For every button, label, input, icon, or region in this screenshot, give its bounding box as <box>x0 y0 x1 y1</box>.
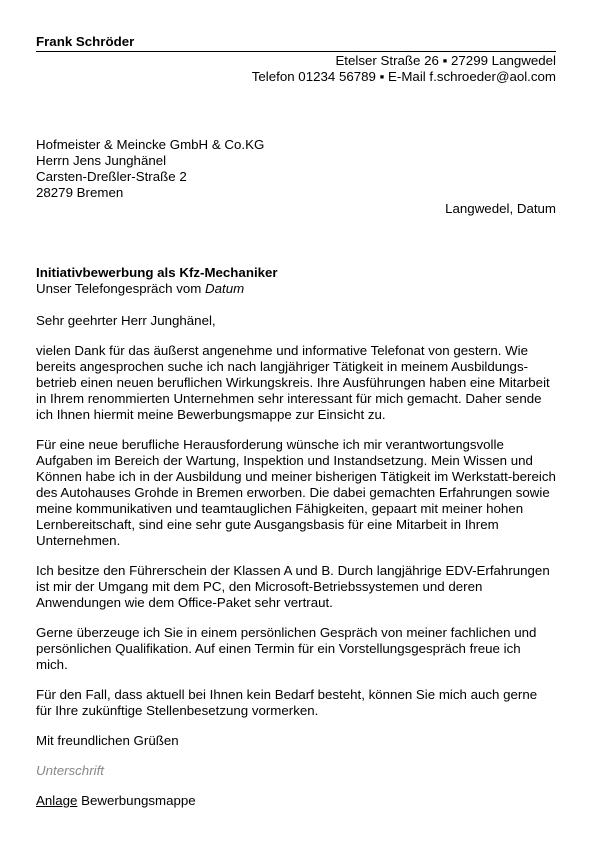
attachment-label: Anlage <box>36 793 78 808</box>
recipient-address <box>36 137 556 201</box>
attachment-text: Bewerbungsmappe <box>77 793 196 808</box>
sender-address-line: Etelser Straße 26 ▪ 27299 Langwedel <box>335 53 556 68</box>
sender-contact-line: Telefon 01234 56789 ▪ E-Mail f.schroeder@aol.com <box>251 69 556 84</box>
subject-ref-date: Datum <box>205 281 245 296</box>
signature-placeholder: Unterschrift <box>36 763 104 778</box>
body-paragraph-4: Gerne überzeuge ich Sie in einem persönlichen Gespräch von meiner fachlichen und persönlichen Qualifikation. Auf einen Termin für ein Vorstellungsgespräch freue ich mich. <box>36 625 537 672</box>
recipient-company: Hofmeister & Meincke GmbH & Co.KG <box>36 137 265 152</box>
recipient-street: Carsten-Dreßler-Straße 2 <box>36 169 187 184</box>
subject-reference <box>36 281 556 297</box>
subject-ref-prefix: Unser Telefongespräch vom <box>36 281 206 296</box>
date-line: Langwedel, Datum <box>445 201 556 216</box>
letter-page <box>36 34 556 809</box>
sender-address <box>36 53 556 85</box>
body-paragraph-2: Für eine neue berufliche Herausforderung wünsche ich mir verantwortungsvolle Aufgaben im Bereich der Wartung, Inspektion und Instandsetzung. Mein Wissen und Können habe ich in der Ausbildung und meiner bisherigen Tätigkeit im Werkstatt-bereich des Autohauses Grohde in Bremen erworben. Die dabei gemachten Erfahrungen sowie meine kommunikativen und teamtauglichen Fähigkeiten, gepaart mit meiner hohen Lernbereitschaft, sind eine sehr gute Ausgangsbasis für eine Mitarbeit in Ihrem Unternehmen. <box>36 437 556 548</box>
sender-name: Frank Schröder <box>36 34 556 52</box>
salutation: Sehr geehrter Herr Junghänel, <box>36 313 216 328</box>
body-paragraph-5: Für den Fall, dass aktuell bei Ihnen kein Bedarf besteht, können Sie mich auch gerne für Ihre zukünftige Stellenbesetzung vormerken. <box>36 687 538 718</box>
subject-title: Initiativbewerbung als Kfz-Mechaniker <box>36 265 278 280</box>
body-paragraph-3: Ich besitze den Führerschein der Klassen A und B. Durch langjährige EDV-Erfahrungen ist mir der Umgang mit dem PC, den Microsoft-Betriebssystemen und deren Anwendungen wie dem Office-Paket sehr vertraut. <box>36 563 550 610</box>
subject-block <box>36 265 556 297</box>
body-paragraph-1: vielen Dank für das äußerst angenehme und informative Telefonat von gestern. Wie bereits angesprochen suche ich nach langjähriger Tätigkeit in meinem Ausbildungs-betrieb einen neuen beruflichen Wirkungskreis. Ihre Ausführungen haben eine Mitarbeit in Ihrem renommierten Unternehmen sehr interessant für mich gemacht. Daher sende ich Ihnen hiermit meine Bewerbungsmappe zur Einsicht zu. <box>36 343 550 422</box>
recipient-person: Herrn Jens Junghänel <box>36 153 167 168</box>
closing: Mit freundlichen Grüßen <box>36 733 179 748</box>
attachment-line <box>36 793 556 809</box>
recipient-city: 28279 Bremen <box>36 185 124 200</box>
